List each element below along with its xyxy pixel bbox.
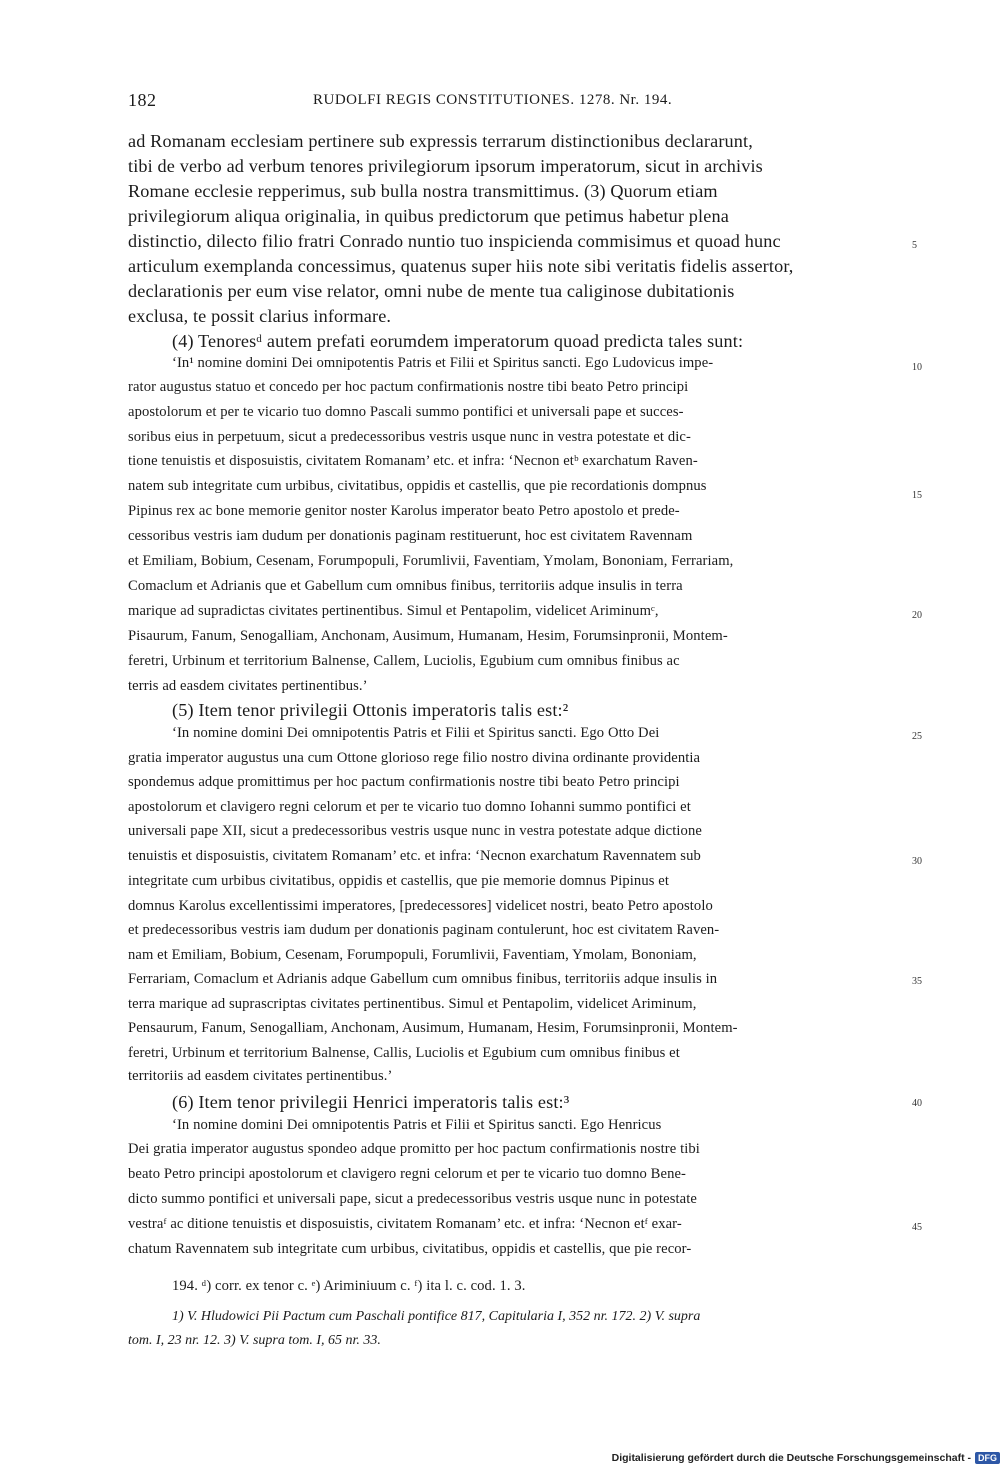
text-line: territoriis ad easdem civitates pertinentibus.’ [128,1068,393,1084]
margin-line-number: 20 [912,610,922,621]
text-line: Ferrariam, Comaclum et Adrianis adque Gabellum cum omnibus finibus, territoriis adque insulis in [128,971,718,987]
text-line: declarationis per eum vise relator, omni nube de mente tua caliginose dubitationis [128,281,735,301]
text-line: gratia imperator augustus una cum Ottone glorioso rege filio nostro divina ordinante providentia [128,750,701,766]
margin-line-number: 10 [912,362,922,373]
text-line: distinctio, dilecto filio fratri Conrado nuntio tuo inspicienda commisimus et quoad hunc [128,231,781,251]
text-line: ad Romanam ecclesiam pertinere sub expressis terrarum distinctionibus declararunt, [128,131,753,151]
text-line: beato Petro principi apostolorum et clavigero regni celorum et per te vicario tuo domno Bene- [128,1166,687,1182]
margin-line-number: 45 [912,1222,922,1233]
text-line: (5) Item tenor privilegii Ottonis imperatoris talis est:² [172,700,569,720]
text-line: tione tenuistis et disposuistis, civitatem Romanam’ etc. et infra: ‘Necnon etᵇ exarchatum Raven- [128,453,698,469]
text-line: soribus eius in perpetuum, sicut a predecessoribus vestris usque nunc in vestra potestate et dic- [128,429,691,445]
critical-apparatus: 194. ᵈ) corr. ex tenor c. ᵉ) Ariminiuum c. ᶠ) ita l. c. cod. 1. 3. [172,1278,526,1294]
text-line: et predecessoribus vestris iam dudum per donationis paginam contulerunt, hoc est civitatem Raven- [128,922,720,938]
text-line: natem sub integritate cum urbibus, civitatibus, oppidis et castellis, que pie recordationis dompnus [128,478,707,494]
text-line: Pensaurum, Fanum, Senogalliam, Anchonam, Ausimum, Humanam, Hesim, Forumsinpronii, Montem- [128,1020,738,1036]
text-line: ‘In nomine domini Dei omnipotentis Patris et Filii et Spiritus sancti. Ego Otto Dei [172,725,660,741]
text-line: feretri, Urbinum et territorium Balnense, Callem, Luciolis, Egubium cum omnibus finibus ac [128,653,680,669]
text-line: ‘In nomine domini Dei omnipotentis Patris et Filii et Spiritus sancti. Ego Henricus [172,1117,662,1133]
margin-line-number: 30 [912,856,922,867]
text-line: universali pape XII, sicut a predecessoribus vestris usque nunc in vestra potestate adque dictione [128,823,702,839]
margin-line-number: 5 [912,240,917,251]
margin-line-number: 35 [912,976,922,987]
text-line: terra marique ad suprascriptas civitates pertinentibus. Simul et Pentapolim, videlicet Ariminum, [128,996,697,1012]
text-line: domnus Karolus excellentissimi imperatores, [predecessores] videlicet nostri, beato Petro apostolo [128,898,713,914]
text-line: exclusa, te possit clarius informare. [128,306,392,326]
text-line: feretri, Urbinum et territorium Balnense, Callis, Luciolis et Egubium cum omnibus finibus et [128,1045,680,1061]
credit-text: Digitalisierung gefördert durch die Deutsche Forschungsgemeinschaft - [611,1452,971,1464]
text-line: Comaclum et Adrianis que et Gabellum cum omnibus finibus, territoriis adque insulis in terra [128,578,683,594]
text-line: cessoribus vestris iam dudum per donationis paginam restituerunt, hoc est civitatem Ravennam [128,528,693,544]
digitization-credit [612,1450,1000,1466]
text-line: nam et Emiliam, Bobium, Cesenam, Forumpopuli, Forumlivii, Faventiam, Ymolam, Bononiam, [128,947,697,963]
text-line: tenuistis et disposuistis, civitatem Romanam’ etc. et infra: ‘Necnon exarchatum Ravennatem sub [128,848,701,864]
text-line: articulum exemplanda concessimus, quatenus super hiis note sibi veritatis fidelis assertor, [128,256,794,276]
text-line: integritate cum urbibus civitatibus, oppidis et castellis, que pie memorie domnus Pipinus et [128,873,669,889]
footnote-line: tom. I, 23 nr. 12. 3) V. supra tom. I, 65 nr. 33. [128,1333,381,1348]
text-line: ‘In¹ nomine domini Dei omnipotentis Patris et Filii et Spiritus sancti. Ego Ludovicus impe- [172,355,714,371]
text-line: apostolorum et per te vicario tuo domno Pascali summo pontifici et universali pape et succes- [128,404,684,420]
text-line: Romane ecclesie repperimus, sub bulla nostra transmittimus. (3) Quorum etiam [128,181,718,201]
footnote-line: 1) V. Hludowici Pii Pactum cum Paschali pontifice 817, Capitularia I, 352 nr. 172. 2) V. supra [172,1309,701,1324]
margin-line-number: 15 [912,490,922,501]
text-line: Pipinus rex ac bone memorie genitor noster Karolus imperator beato Petro apostolo et prede- [128,503,680,519]
margin-line-number: 25 [912,731,922,742]
text-line: (6) Item tenor privilegii Henrici imperatoris talis est:³ [172,1092,570,1112]
text-line: chatum Ravennatem sub integritate cum urbibus, civitatibus, oppidis et castellis, que pie recor- [128,1241,692,1257]
running-title: RUDOLFI REGIS CONSTITUTIONES. 1278. Nr. 194. [313,92,673,108]
page-header [128,90,898,114]
dfg-logo: DFG [975,1452,1000,1464]
text-line: privilegiorum aliqua originalia, in quibus predictorum que petimus habetur plena [128,206,729,226]
text-line: (4) Tenoresᵈ autem prefati eorumdem imperatorum quoad predicta tales sunt: [172,331,744,351]
text-line: tibi de verbo ad verbum tenores privilegiorum ipsorum imperatorum, sicut in archivis [128,156,763,176]
text-line: terris ad easdem civitates pertinentibus.’ [128,678,368,694]
margin-line-number: 40 [912,1098,922,1109]
text-line: vestraᶠ ac ditione tenuistis et disposuistis, civitatem Romanam’ etc. et infra: ‘Necnon etᶠ exar- [128,1216,682,1232]
text-line: et Emiliam, Bobium, Cesenam, Forumpopuli, Forumlivii, Faventiam, Ymolam, Bononiam, Ferrariam, [128,553,734,569]
text-line: Dei gratia imperator augustus spondeo adque promitto per hoc pactum confirmationis nostre tibi [128,1141,700,1157]
text-line: dicto summo pontifici et universali pape, sicut a predecessoribus vestris usque nunc in potestate [128,1191,697,1207]
text-line: apostolorum et clavigero regni celorum et per te vicario tuo domno Iohanni summo pontifici et [128,799,691,815]
text-line: Pisaurum, Fanum, Senogalliam, Anchonam, Ausimum, Humanam, Hesim, Forumsinpronii, Montem- [128,628,728,644]
page-number: 182 [128,90,157,110]
text-line: marique ad supradictas civitates pertinentibus. Simul et Pentapolim, videlicet Ariminumᶜ, [128,603,659,619]
text-line: rator augustus statuo et concedo per hoc pactum confirmationis nostre tibi beato Petro principi [128,379,689,395]
text-line: spondemus adque promittimus per hoc pactum confirmationis nostre tibi beato Petro principi [128,774,680,790]
